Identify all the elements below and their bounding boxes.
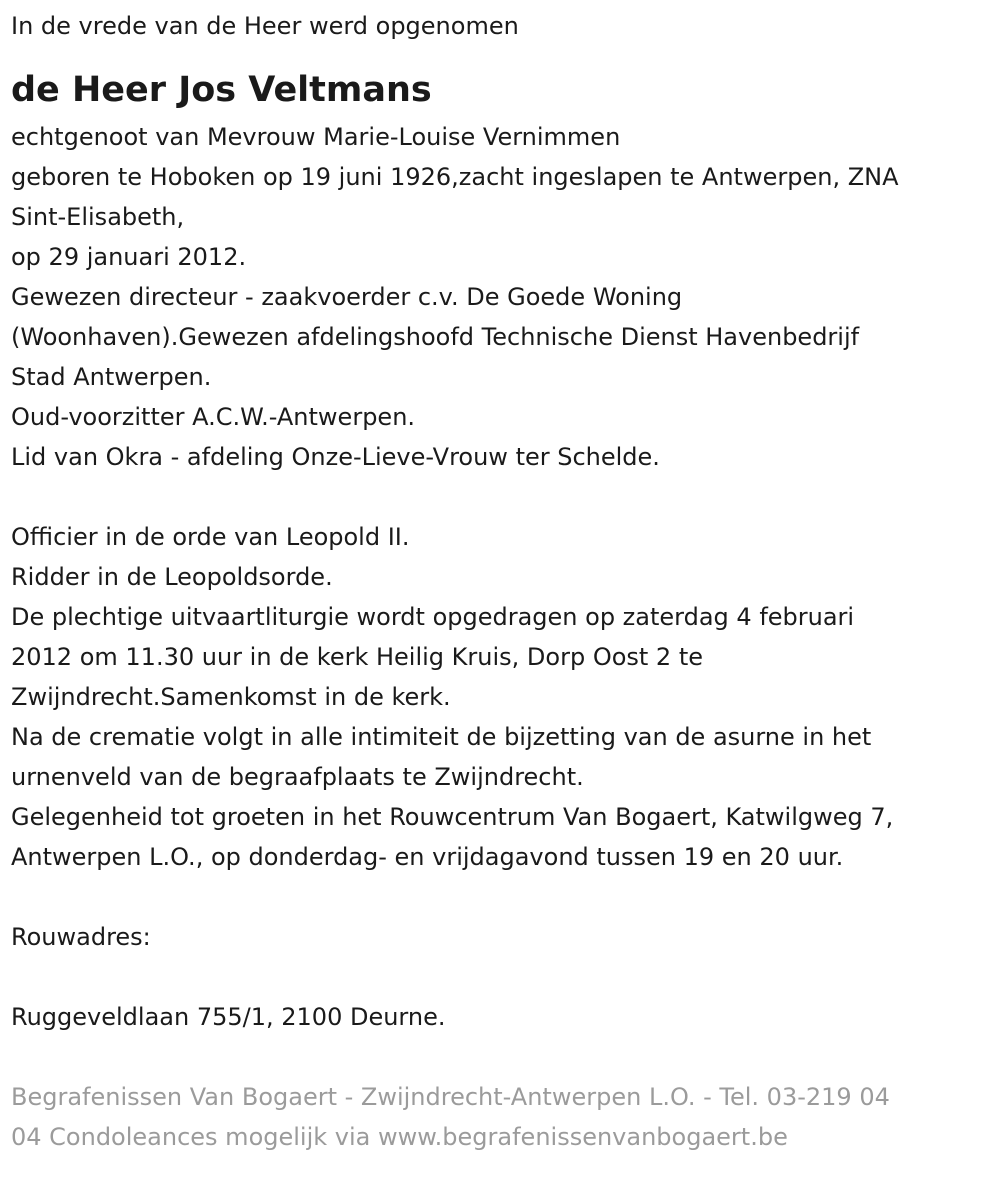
text-line: Officier in de orde van Leopold II. — [11, 523, 410, 551]
blank-line — [11, 477, 991, 517]
notice-body — [11, 117, 991, 1037]
blank-line — [11, 877, 991, 917]
text-line: Gelegenheid tot groeten in het Rouwcentrum Van Bogaert, Katwilgweg 7, — [11, 803, 894, 831]
text-line: Sint-Elisabeth, — [11, 203, 185, 231]
text-line: Ridder in de Leopoldsorde. — [11, 563, 333, 591]
text-line: 2012 om 11.30 uur in de kerk Heilig Kruis, Dorp Oost 2 te — [11, 643, 704, 671]
text-line: Lid van Okra - afdeling Onze-Lieve-Vrouw ter Schelde. — [11, 443, 660, 471]
text-line: De plechtige uitvaartliturgie wordt opgedragen op zaterdag 4 februari — [11, 603, 855, 631]
text-line: Ruggeveldlaan 755/1, 2100 Deurne. — [11, 1003, 446, 1031]
deceased-name: de Heer Jos Veltmans — [11, 70, 432, 110]
text-line: Na de crematie volgt in alle intimiteit de bijzetting van de asurne in het — [11, 723, 872, 751]
text-line: geboren te Hoboken op 19 juni 1926,zacht ingeslapen te Antwerpen, ZNA — [11, 163, 899, 191]
footer-line: 04 Condoleances mogelijk via www.begrafenissenvanbogaert.be — [11, 1123, 788, 1151]
text-line: Stad Antwerpen. — [11, 363, 212, 391]
obituary-notice — [11, 6, 991, 1157]
funeral-home-footer — [11, 1077, 991, 1157]
blank-line — [11, 957, 991, 997]
intro-text: In de vrede van de Heer werd opgenomen — [11, 12, 519, 40]
text-line: Oud-voorzitter A.C.W.-Antwerpen. — [11, 403, 416, 431]
text-line: Rouwadres: — [11, 923, 151, 951]
text-line: op 29 januari 2012. — [11, 243, 247, 271]
text-line: Zwijndrecht.Samenkomst in de kerk. — [11, 683, 451, 711]
footer-line: Begrafenissen Van Bogaert - Zwijndrecht-Antwerpen L.O. - Tel. 03-219 04 — [11, 1083, 890, 1111]
text-line: urnenveld van de begraafplaats te Zwijndrecht. — [11, 763, 584, 791]
text-line: Antwerpen L.O., op donderdag- en vrijdagavond tussen 19 en 20 uur. — [11, 843, 844, 871]
text-line: echtgenoot van Mevrouw Marie-Louise Vernimmen — [11, 123, 621, 151]
text-line: Gewezen directeur - zaakvoerder c.v. De Goede Woning — [11, 283, 683, 311]
text-line: (Woonhaven).Gewezen afdelingshoofd Technische Dienst Havenbedrijf — [11, 323, 860, 351]
